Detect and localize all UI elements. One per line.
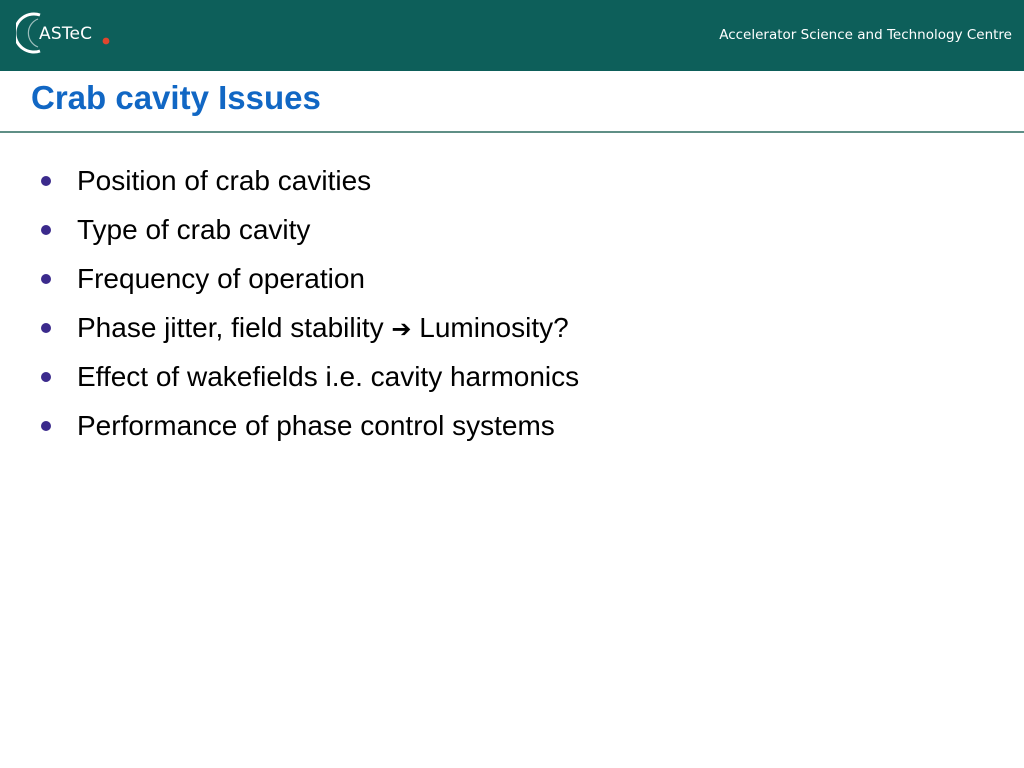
bullet-text: Luminosity? bbox=[419, 312, 569, 343]
logo-dot-icon bbox=[103, 38, 110, 45]
bullet-text: Position of crab cavities bbox=[77, 165, 372, 196]
bullet-item bbox=[0, 357, 579, 406]
bullet-dot-icon bbox=[41, 176, 51, 186]
bullet-text: Effect of wakefields i.e. cavity harmonics bbox=[77, 361, 580, 392]
right-arrow-icon: ➔ bbox=[391, 315, 412, 343]
bullet-text: Frequency of operation bbox=[77, 263, 365, 294]
title-divider bbox=[0, 131, 1024, 133]
bullet-dot-icon bbox=[41, 372, 51, 382]
bullet-dot-icon bbox=[41, 421, 51, 431]
astec-logo bbox=[16, 10, 116, 56]
header-tagline: Accelerator Science and Technology Centre bbox=[719, 27, 1012, 43]
bullet-item bbox=[0, 210, 579, 259]
header-band bbox=[0, 0, 1024, 71]
bullet-item bbox=[0, 259, 579, 308]
bullet-dot-icon bbox=[41, 225, 51, 235]
bullet-dot-icon bbox=[41, 323, 51, 333]
bullet-item bbox=[0, 308, 579, 357]
bullet-item bbox=[0, 161, 579, 210]
bullet-list bbox=[0, 161, 579, 455]
bullet-text: Phase jitter, field stability bbox=[77, 312, 384, 343]
bullet-dot-icon bbox=[41, 274, 51, 284]
bullet-item bbox=[0, 406, 579, 455]
logo-text: ASTeC bbox=[39, 24, 93, 44]
bullet-text: Performance of phase control systems bbox=[77, 410, 555, 441]
bullet-text: Type of crab cavity bbox=[77, 214, 311, 245]
slide-title: Crab cavity Issues bbox=[31, 79, 321, 116]
